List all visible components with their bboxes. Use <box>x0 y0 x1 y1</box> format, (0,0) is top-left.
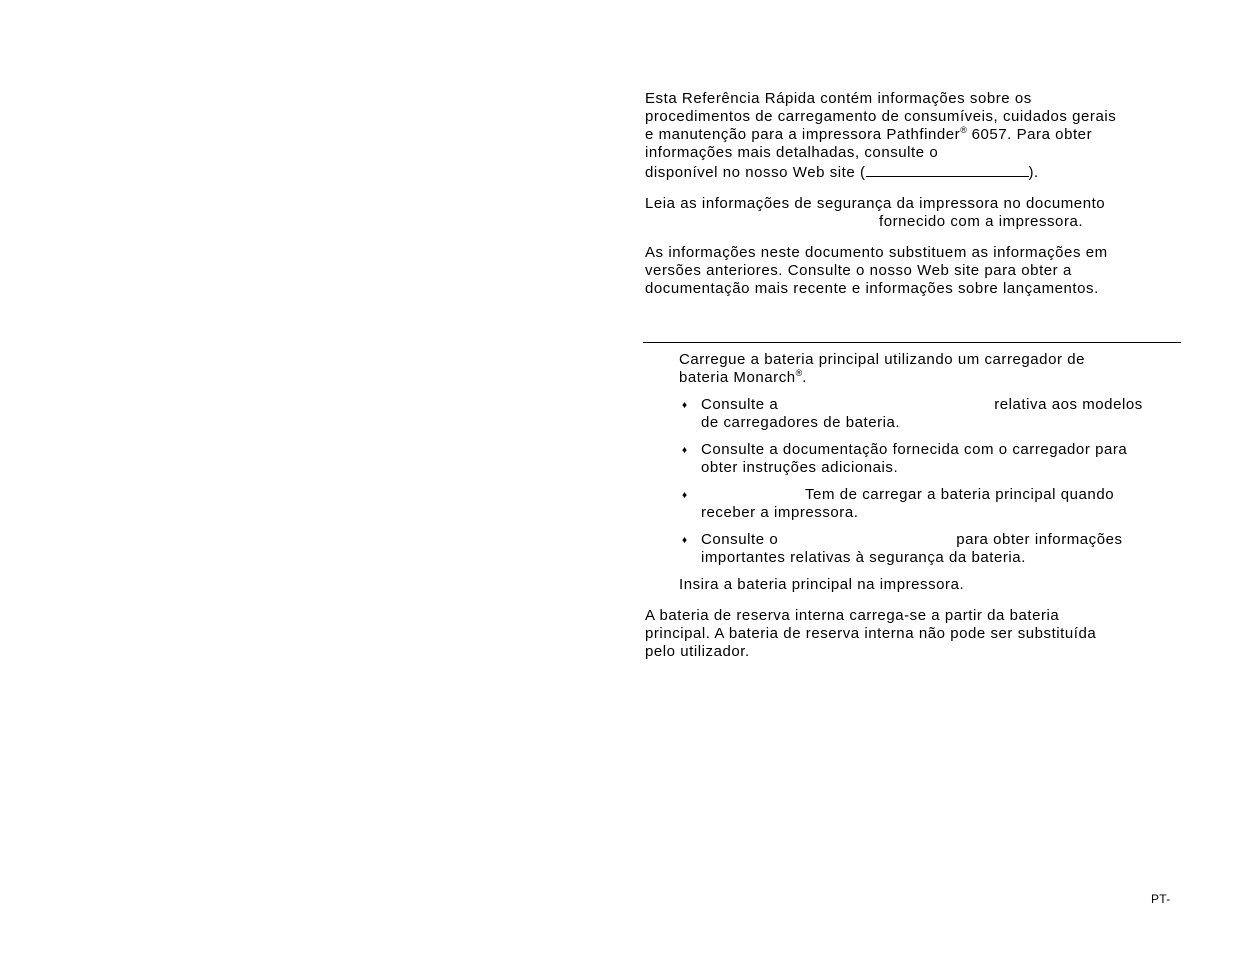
text-line: para obter informações <box>956 531 1123 548</box>
text-line: . <box>802 369 808 386</box>
text-line: Consulte o <box>701 531 779 548</box>
page-number: PT- <box>1151 892 1171 906</box>
url-blank <box>866 162 1029 177</box>
intro-column <box>645 90 1181 298</box>
text-line: bateria Monarch <box>679 369 796 386</box>
text-line: principal. A bateria de reserva interna não pode ser substituída <box>645 625 1097 642</box>
diamond-bullet-icon: ♦ <box>682 400 688 411</box>
registered-mark: ® <box>795 368 803 378</box>
text-line: A bateria de reserva interna carrega-se a partir da bateria <box>645 607 1060 624</box>
list-item <box>682 396 1181 432</box>
diamond-bullet-icon: ♦ <box>682 535 688 546</box>
registered-mark: ® <box>960 125 967 135</box>
text-line: disponível no nosso Web site ( <box>645 164 866 181</box>
text-line: receber a impressora. <box>701 504 859 521</box>
text-line: pelo utilizador. <box>645 643 750 660</box>
diamond-bullet-icon: ♦ <box>682 445 688 456</box>
text-line: Carregue a bateria principal utilizando um carregador de <box>679 351 1086 368</box>
text-line: documentação mais recente e informações sobre lançamentos. <box>645 280 1099 297</box>
text-line: versões anteriores. Consulte o nosso Web site para obter a <box>645 262 1072 279</box>
text-line: relativa aos modelos <box>994 396 1143 413</box>
text-line: procedimentos de carregamento de consumíveis, cuidados gerais <box>645 108 1117 125</box>
intro-paragraph-3 <box>645 244 1181 298</box>
list-item <box>682 531 1181 567</box>
text-line: obter instruções adicionais. <box>701 459 899 476</box>
text-line: 6057. Para obter <box>966 126 1093 143</box>
step-2 <box>645 576 1181 594</box>
battery-section <box>645 351 1181 661</box>
text-line: Insira a bateria principal na impressora. <box>679 576 965 593</box>
diamond-bullet-icon: ♦ <box>682 490 688 501</box>
text-line: As informações neste documento substituem as informações em <box>645 244 1108 261</box>
text-line: Esta Referência Rápida contém informações sobre os <box>645 90 1032 107</box>
step-1 <box>645 351 1181 387</box>
text-line: Tem de carregar a bateria principal quando <box>805 486 1115 503</box>
battery-notes-list <box>645 396 1181 567</box>
text-line: ). <box>1028 164 1039 181</box>
text-line: de carregadores de bateria. <box>701 414 901 431</box>
text-line: e manutenção para a impressora Pathfinder <box>645 126 961 143</box>
text-line: Consulte a documentação fornecida com o carregador para <box>701 441 1128 458</box>
intro-paragraph-1 <box>645 90 1181 182</box>
intro-paragraph-2 <box>645 195 1181 231</box>
text-line: Consulte a <box>701 396 779 413</box>
section-divider <box>643 342 1181 343</box>
text-line: fornecido com a impressora. <box>879 213 1084 230</box>
text-line: Leia as informações de segurança da impressora no documento <box>645 195 1106 212</box>
list-item <box>682 486 1181 522</box>
list-item <box>682 441 1181 477</box>
backup-battery-paragraph <box>645 607 1181 661</box>
text-line: importantes relativas à segurança da bateria. <box>701 549 1026 566</box>
text-line: informações mais detalhadas, consulte o <box>645 144 939 161</box>
